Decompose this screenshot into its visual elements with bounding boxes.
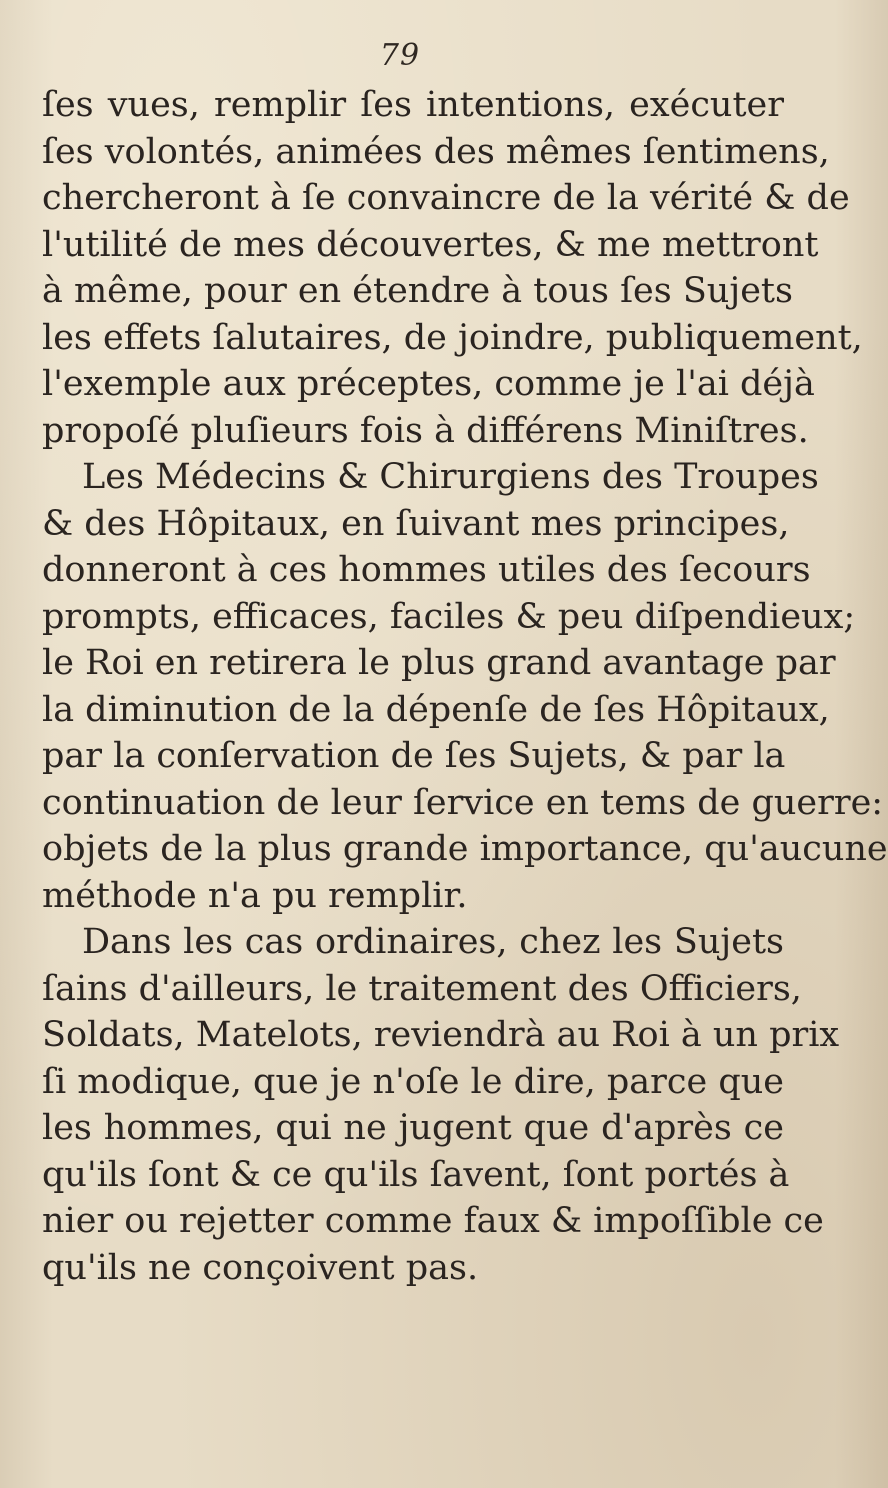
- text-line: ſi modique, que je n'oſe le dire, parce que: [42, 1061, 784, 1102]
- text-line: propoſé pluſieurs fois à différens Miniſtres.: [42, 410, 809, 451]
- text-line: qu'ils ſont & ce qu'ils ſavent, ſont portés à: [42, 1154, 790, 1195]
- text-line: les effets ſalutaires, de joindre, publiquement,: [42, 317, 863, 358]
- text-line: les hommes, qui ne jugent que d'après ce: [42, 1108, 784, 1148]
- paragraph-start-line: Les Médecins & Chirurgiens des Troupes: [82, 457, 819, 497]
- text-line: & des Hôpitaux, en ſuivant mes principes,: [42, 503, 790, 544]
- text-line: méthode n'a pu remplir.: [42, 875, 468, 916]
- text-line: l'exemple aux préceptes, comme je l'ai déjà: [42, 364, 815, 404]
- text-line: le Roi en retirera le plus grand avantage par: [42, 643, 836, 683]
- text-line: continuation de leur ſervice en tems de guerre:: [42, 782, 884, 823]
- text-line: chercheront à ſe convaincre de la vérité & de: [42, 178, 850, 218]
- text-line: à même, pour en étendre à tous ſes Sujets: [42, 271, 793, 311]
- paragraph-start-line: Dans les cas ordinaires, chez les Sujets: [82, 922, 784, 962]
- text-line: qu'ils ne conçoivent pas.: [42, 1247, 479, 1288]
- page-number: 79: [379, 38, 421, 73]
- text-line: par la conſervation de ſes Sujets, & par la: [42, 736, 786, 776]
- text-line: prompts, efficaces, faciles & peu diſpendieux;: [42, 596, 856, 637]
- text-line: la diminution de la dépenſe de ſes Hôpitaux,: [42, 689, 830, 730]
- text-line: ſes vues, remplir ſes intentions, exécuter: [42, 85, 784, 125]
- text-line: ſains d'ailleurs, le traitement des Officiers,: [42, 968, 802, 1009]
- text-line: l'utilité de mes découvertes, & me mettront: [42, 224, 819, 265]
- text-line: Soldats, Matelots, reviendrà au Roi à un prix: [42, 1015, 840, 1055]
- text-line: nier ou rejetter comme faux & impoſſible ce: [42, 1201, 824, 1241]
- text-line: donneront à ces hommes utiles des ſecours: [42, 550, 811, 590]
- body-text: [42, 82, 888, 1291]
- text-line: ſes volontés, animées des mêmes ſentimens,: [42, 131, 830, 172]
- text-line: objets de la plus grande importance, qu'aucune: [42, 829, 888, 869]
